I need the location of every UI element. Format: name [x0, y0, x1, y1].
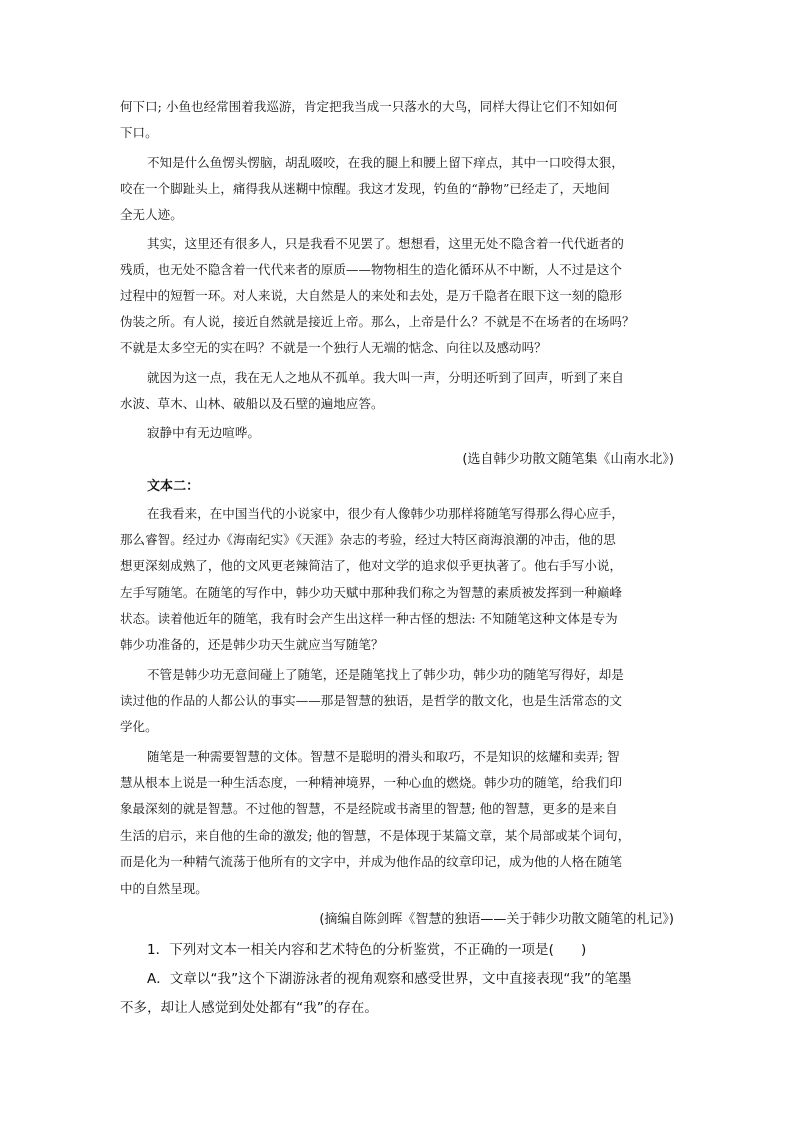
text1-line: 何下口; 小鱼也经常围着我巡游，肯定把我当成一只落水的大鸟，同样大得让它们不知如何 [120, 99, 618, 114]
option-a-line: 不多，却让人感觉到处处都有“我”的存在。 [120, 1000, 378, 1016]
text2-line: 生活的启示，来自他的生命的激发; 他的智慧，不是体现于某篇文章，某个局部或某个词句， [120, 828, 631, 843]
question-stem: 1．下列对文本一相关内容和艺术特色的分析鉴赏，不正确的一项是( ) [147, 942, 587, 958]
text2-line: 读过他的作品的人都公认的事实——那是智慧的独语，是哲学的散文化，也是生活常态的文 [120, 693, 623, 708]
text1-line: 残质，也无处不隐含着一代代来者的原质——物物相生的造化循环从不中断，人不过是这个 [120, 262, 623, 277]
text2-line: 随笔是一种需要智慧的文体。智慧不是聪明的滑头和取巧，不是知识的炫耀和卖弄; 智 [147, 749, 620, 764]
text2-line: 在我看来，在中国当代的小说家中，很少有人像韩少功那样将随笔写得那么得心应手， [147, 506, 624, 521]
text2-line: 想更深刻成熟了，他的文风更老辣简洁了，他对文学的追求似乎更执著了。他右手写小说， [120, 558, 623, 573]
text1-line: 寂静中有无边喧哗。 [147, 425, 260, 440]
option-a-line: A．文章以“我”这个下湖游泳者的视角观察和感受世界，文中直接表现“我”的笔墨 [147, 971, 632, 987]
text2-line: 那么睿智。经过办《海南纪实》《天涯》杂志的考验，经过大特区商海浪潮的冲击，他的思 [120, 532, 616, 547]
text1-line: 全无人迹。 [120, 207, 183, 222]
text2-line: 左手写随笔。在随笔的写作中，韩少功天赋中那种我们称之为智慧的素质被发挥到一种巅峰 [120, 585, 623, 600]
text1-line: 就因为这一点，我在无人之地从不孤单。我大叫一声，分明还听到了回声，听到了来自 [147, 370, 624, 385]
text2-heading: 文本二： [147, 479, 200, 494]
text1-line: 过程中的短暂一环。对人来说，大自然是人的来处和去处，是万千隐者在眼下这一刻的隐形 [120, 288, 623, 303]
text1-line: 其实，这里还有很多人，只是我看不见罢了。想想看，这里无处不隐含着一代代逝者的 [147, 236, 624, 251]
text2-line: 中的自然呈现。 [120, 881, 208, 896]
text2-line: 象最深刻的就是智慧。不过他的智慧，不是经院或书斋里的智慧; 他的智慧，更多的是来自 [120, 801, 618, 816]
text1-line: 咬在一个脚趾头上，痛得我从迷糊中惊醒。我这才发现，钓鱼的“静物”已经走了，天地间 [120, 181, 610, 196]
text1-line: 水波、草木、山林、破船以及石壁的遍地应答。 [120, 396, 384, 411]
text2-line: 而是化为一种精气流荡于他所有的文字中，并成为他作品的纹章印记，成为他的人格在随笔 [120, 854, 623, 869]
text2-line: 学化。 [120, 719, 158, 734]
text2-source: (摘编自陈剑晖《智慧的独语——关于韩少功散文随笔的札记》) [319, 912, 674, 927]
text2-line: 韩少功准备的，还是韩少功天生就应当写随笔？ [120, 637, 384, 652]
text2-line: 状态。读着他近年的随笔，我有时会产生出这样一种古怪的想法: 不知随笔这种文体是专为 [120, 611, 618, 626]
text1-source: (选自韩少功散文随笔集《山南水北》) [462, 452, 674, 467]
text1-line: 不知是什么鱼愣头愣脑，胡乱啜咬，在我的腿上和腰上留下痒点，其中一口咬得太狠， [147, 155, 624, 170]
text2-line: 不管是韩少功无意间碰上了随笔，还是随笔找上了韩少功，韩少功的随笔写得好，却是 [147, 667, 624, 682]
text1-line: 不就是太多空无的实在吗？不就是一个独行人无端的惦念、向往以及感动吗？ [120, 340, 547, 355]
text1-line: 下口。 [120, 125, 158, 140]
text2-line: 慧从根本上说是一种生活态度，一种精神境界，一种心血的燃烧。韩少功的随笔，给我们印 [120, 775, 623, 790]
text1-line: 伪装之所。有人说，接近自然就是接近上帝。那么，上帝是什么？不就是不在场者的在场吗？ [120, 314, 635, 329]
